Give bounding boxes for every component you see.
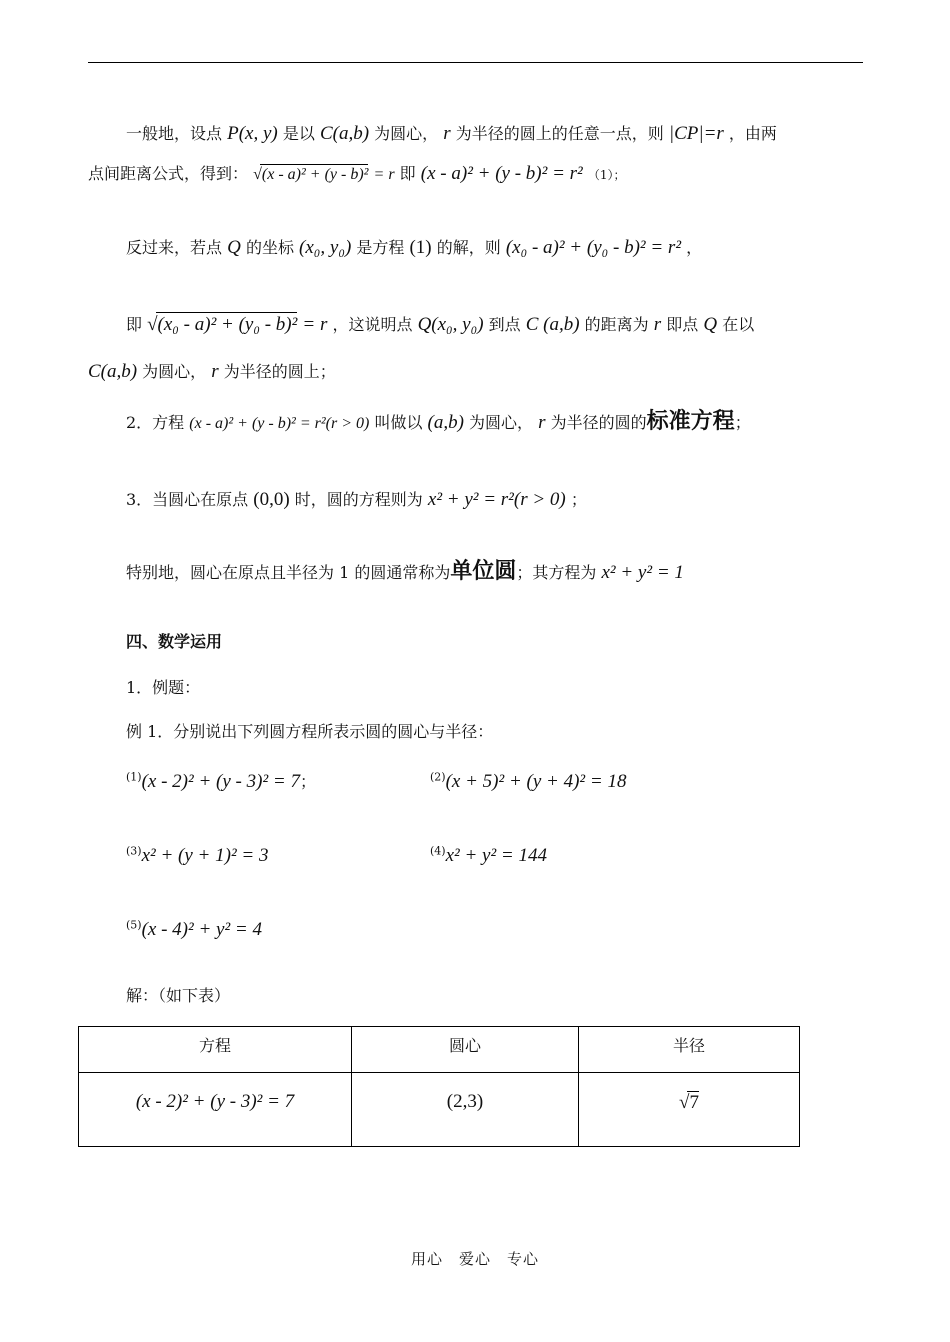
math-cp: |CP|=r: [668, 123, 724, 144]
equation-text: x² + y² = 144: [445, 845, 547, 866]
text: 是以: [282, 124, 315, 143]
text: ；: [570, 490, 587, 509]
text: 2．方程: [126, 413, 185, 432]
table-cell-equation: [79, 1073, 352, 1147]
paragraph-point-on-circle: [126, 122, 777, 147]
text: ，由两: [728, 124, 777, 143]
text: 的解，则: [436, 238, 501, 257]
equation-3: [126, 844, 268, 869]
paragraph-unit-circle: [126, 558, 684, 587]
table-row: [79, 1073, 800, 1147]
math-origin-eq: x² + y² = r²(r > 0): [427, 489, 566, 510]
text: 点间距离公式，得到：: [88, 164, 249, 183]
text: 的距离为: [584, 315, 649, 334]
math-c-point: C (a,b): [525, 314, 580, 335]
math-q-point: Q(x₀, y₀): [417, 314, 484, 335]
text: 的坐标: [245, 238, 294, 257]
equation-label: (2): [430, 770, 446, 784]
paragraph-converse: [126, 236, 702, 261]
text: ；其方程为: [516, 563, 597, 582]
math-origin: (0,0): [253, 489, 290, 510]
math-eq-r: = r: [373, 166, 395, 183]
math-point-p: P(x, y): [227, 123, 278, 144]
text: 为半径的圆上；: [223, 362, 336, 381]
equation-2: [430, 770, 626, 795]
table-cell-center: [352, 1073, 579, 1147]
text: 叫做以: [374, 413, 423, 432]
cell-center-text: (2,3): [446, 1091, 484, 1112]
math-q: Q: [703, 314, 718, 335]
header-rule: [88, 62, 863, 63]
solution-table: [78, 1026, 800, 1147]
math-standard-eq: (x - a)² + (y - b)² = r²(r > 0): [189, 415, 370, 432]
equation-text: (x - 4)² + y² = 4: [141, 919, 262, 940]
text: 为圆心，: [469, 413, 534, 432]
text: 一般地，设点: [126, 124, 223, 143]
cell-radius-radicand: 7: [689, 1092, 699, 1113]
text: （1）；: [587, 168, 626, 182]
paragraph-implies: [126, 312, 754, 338]
example-1-prompt: 例 1．分别说出下列圆方程所表示圆的圆心与半径：: [126, 722, 494, 741]
text: ；: [734, 413, 751, 432]
text: 即: [399, 164, 416, 183]
text: 时，圆的方程则为: [294, 490, 423, 509]
equation-4: [430, 844, 547, 869]
math-ref-1: (1): [409, 237, 432, 258]
equation-label: (5): [126, 918, 142, 932]
page-footer: 用心 爱心 专心: [410, 1250, 539, 1268]
table-header-equation: 方程: [79, 1027, 352, 1073]
math-equation: (x₀ - a)² + (y₀ - b)² = r²: [505, 237, 682, 258]
solution-label: 解：（如下表）: [126, 986, 231, 1005]
table-header-row: [79, 1027, 800, 1073]
math-r: r: [653, 314, 662, 335]
text: 3．当圆心在原点: [126, 490, 249, 509]
table-header-radius: 半径: [579, 1027, 800, 1073]
text: ，这说明点: [332, 315, 413, 334]
text: 为半径的圆的: [550, 413, 647, 432]
text: ，: [686, 238, 703, 257]
item-standard-equation: [126, 408, 751, 437]
sqrt-expression: √(x₀ - a)² + (y₀ - b)²: [147, 314, 297, 335]
text: 特别地，圆心在原点且半径为 1 的圆通常称为: [126, 563, 451, 582]
paragraph-distance-formula: [88, 162, 625, 187]
equation-text: x² + (y + 1)² = 3: [141, 845, 269, 866]
text: 为圆心，: [142, 362, 207, 381]
equation-label: (1): [126, 770, 142, 784]
text: 为圆心，: [374, 124, 439, 143]
text: ；: [299, 772, 316, 791]
math-coords: (x₀, y₀): [299, 237, 352, 258]
item-origin-equation: [126, 488, 587, 513]
math-equation-1: (x - a)² + (y - b)² = r²: [420, 163, 583, 184]
math-r: r: [538, 412, 546, 433]
cell-equation-text: (x - 2)² + (y - 3)² = 7: [135, 1091, 295, 1112]
math-c-point: C(a,b): [88, 361, 138, 382]
paragraph-implies-cont: [88, 360, 336, 385]
term-unit-circle: 单位圆: [450, 559, 517, 584]
table-header-center: 圆心: [352, 1027, 579, 1073]
text: 即: [126, 315, 143, 334]
sqrt-expression: √(x - a)² + (y - b)²: [253, 166, 368, 183]
equation-1: [126, 770, 316, 795]
sqrt-radicand: (x - a)² + (y - b)²: [260, 164, 369, 186]
section-heading: 四、数学运用: [126, 632, 223, 651]
text: 是方程: [356, 238, 405, 257]
math-ab: (a,b): [427, 412, 464, 433]
text: 即点: [666, 315, 699, 334]
math-r: r: [443, 123, 451, 144]
math-center-c: C(a,b): [319, 123, 370, 144]
equation-text: (x - 2)² + (y - 3)² = 7: [141, 771, 300, 792]
equation-label: (4): [430, 844, 446, 858]
math-unit-circle-eq: x² + y² = 1: [601, 562, 684, 583]
text: 到点: [488, 315, 521, 334]
equation-label: (3): [126, 844, 142, 858]
equation-5: [126, 918, 262, 943]
sqrt-radicand: (x₀ - a)² + (y₀ - b)²: [156, 312, 298, 338]
text: 反过来，若点: [126, 238, 223, 257]
table-cell-radius: [579, 1073, 800, 1147]
math-r: r: [211, 361, 219, 382]
text: 为半径的圆上的任意一点，则: [455, 124, 664, 143]
term-standard-equation: 标准方程: [646, 409, 735, 434]
text: 在以: [722, 315, 755, 334]
math-eq-r: = r: [302, 314, 328, 335]
equation-text: (x + 5)² + (y + 4)² = 18: [445, 771, 627, 792]
cell-radius-sqrt: √7: [679, 1092, 699, 1113]
math-q: Q: [227, 237, 241, 258]
subheading-examples: 1．例题：: [126, 678, 201, 697]
